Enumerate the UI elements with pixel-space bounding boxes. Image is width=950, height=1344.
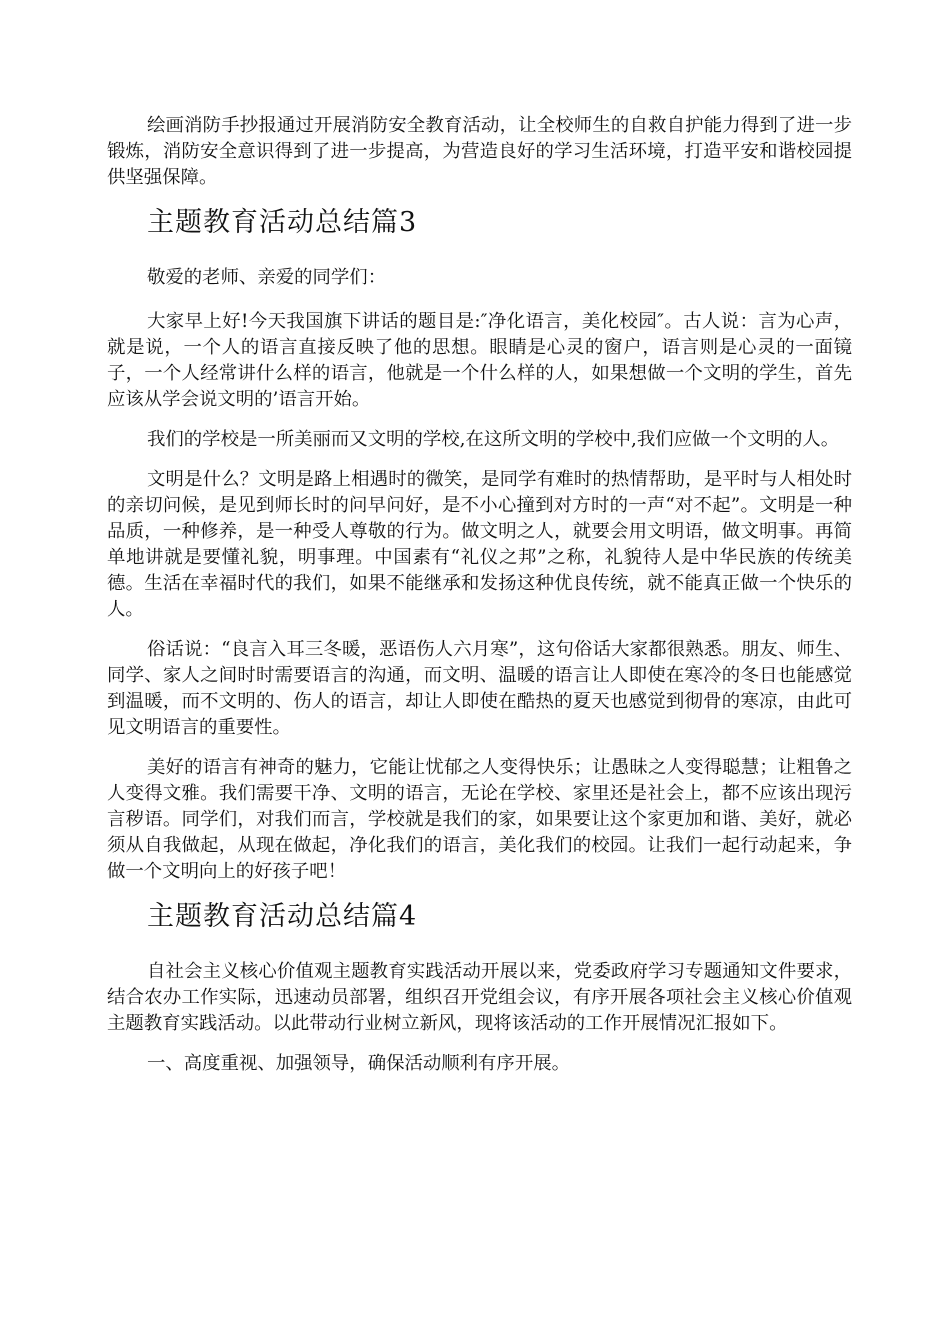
greeting-paragraph: 敬爱的老师、亲爱的同学们： xyxy=(147,267,387,288)
section-3-paragraph: 俗话说：“良言入耳三冬暖，恶语伤人六月寒”，这句俗话大家都很熟悉。朋友、师生、同学、家人之间时时需要语言的沟通，而文明、温暖的语言让人即使在寒冷的冬日也能感觉到温暖，而不文明的、伤人的语言，却让人即使在酷热的夏天也感觉到彻骨的寒凉，由此可见文明语言的重要性。 xyxy=(107,639,852,738)
intro-paragraph: 绘画消防手抄报通过开展消防安全教育活动，让全校师生的自救自护能力得到了进一步锻炼，消防安全意识得到了进一步提高，为营造良好的学习生活环境，打造平安和谐校园提供坚强保障。 xyxy=(107,115,852,188)
section-4-paragraph: 一、高度重视、加强领导，确保活动顺利有序开展。 xyxy=(147,1053,570,1074)
section-3-paragraph: 美好的语言有神奇的魅力，它能让忧郁之人变得快乐；让愚昧之人变得聪慧；让粗鲁之人变得文雅。我们需要干净、文明的语言，无论在学校、家里还是社会上，都不应该出现污言秽语。同学们，对我们而言，学校就是我们的家，如果要让这个家更加和谐、美好，就必须从自我做起，从现在做起，净化我们的语言，美化我们的校园。让我们一起行动起来，争做一个文明向上的好孩子吧！ xyxy=(107,757,852,882)
section-3-paragraph: 大家早上好!今天我国旗下讲话的题目是:″净化语言，美化校园″。古人说：言为心声，就是说，一个人的语言直接反映了他的思想。眼睛是心灵的窗户，语言则是心灵的一面镜子，一个人经常讲什么样的语言，他就是一个什么样的人，如果想做一个文明的学生，首先应该从学会说文明的’语言开始。 xyxy=(107,311,852,410)
section-4-heading: 主题教育活动总结篇4 xyxy=(147,901,418,932)
section-4-paragraph: 自社会主义核心价值观主题教育实践活动开展以来，党委政府学习专题通知文件要求，结合农办工作实际，迅速动员部署，组织召开党组会议，有序开展各项社会主义核心价值观主题教育实践活动。以此带动行业树立新风，现将该活动的工作开展情况汇报如下。 xyxy=(107,961,852,1034)
document-page xyxy=(107,113,852,1095)
section-3-paragraph: 我们的学校是一所美丽而又文明的学校,在这所文明的学校中,我们应做一个文明的人。 xyxy=(147,429,840,450)
section-3-heading: 主题教育活动总结篇3 xyxy=(147,207,418,238)
section-3-paragraph: 文明是什么？文明是路上相遇时的微笑，是同学有难时的热情帮助，是平时与人相处时的亲切问候，是见到师长时的问早问好，是不小心撞到对方时的一声“对不起”。文明是一种品质，一种修养，是一种受人尊敬的行为。做文明之人，就要会用文明语，做文明事。再简单地讲就是要懂礼貌，明事理。中国素有“礼仪之邦”之称，礼貌待人是中华民族的传统美德。生活在幸福时代的我们，如果不能继承和发扬这种优良传统，就不能真正做一个快乐的人。 xyxy=(107,469,852,620)
